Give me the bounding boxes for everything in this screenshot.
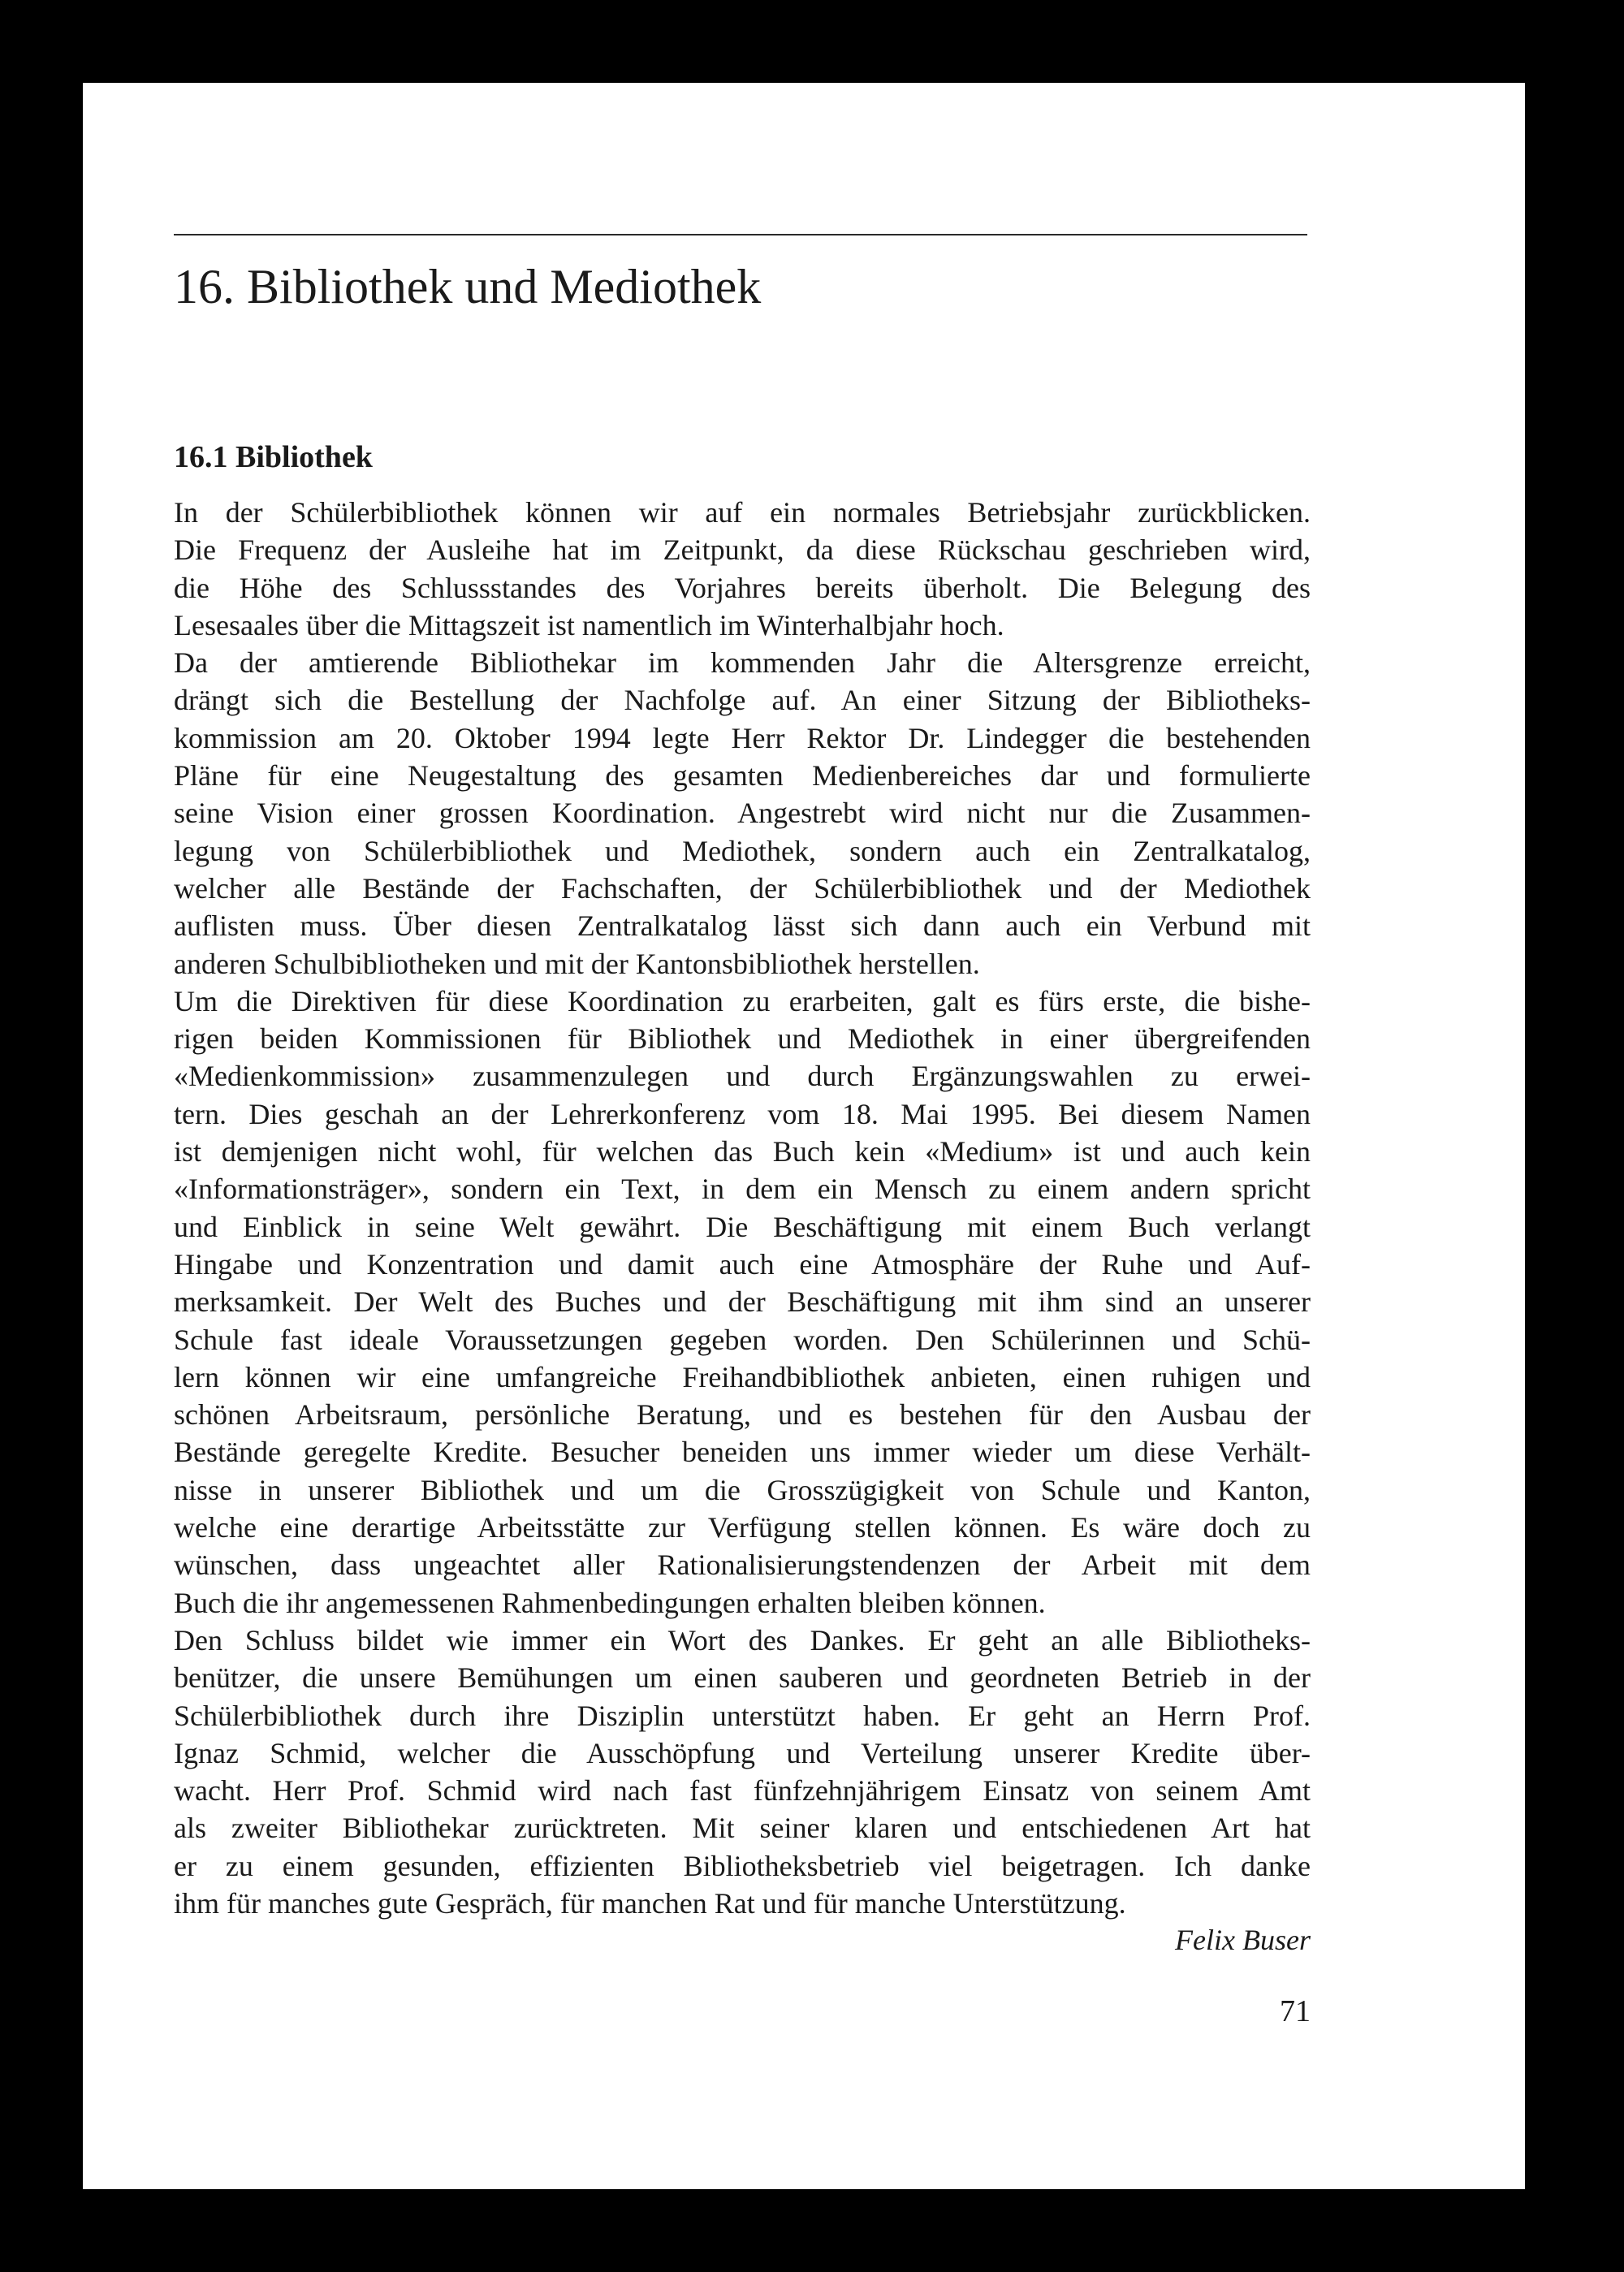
section-title: 16.1 Bibliothek — [174, 440, 373, 474]
text-line: merksamkeit. Der Welt des Buches und der Beschäftigung mit ihm sind an unserer — [174, 1285, 1311, 1319]
text-line: Schule fast ideale Voraussetzungen gegeben worden. Den Schülerinnen und Schü- — [174, 1323, 1311, 1356]
text-line: die Höhe des Schlussstandes des Vorjahres bereits überholt. Die Belegung des — [174, 571, 1311, 604]
text-line: auflisten muss. Über diesen Zentralkatalog lässt sich dann auch ein Verbund mit — [174, 909, 1311, 943]
document-page — [83, 83, 1525, 2189]
text-line: Lesesaales über die Mittagszeit ist namentlich im Winterhalbjahr hoch. — [174, 608, 1004, 641]
text-line: Pläne für eine Neugestaltung des gesamten Medienbereiches dar und formulierte — [174, 759, 1311, 793]
text-line: Um die Direktiven für diese Koordination zu erarbeiten, galt es fürs erste, die bishe- — [174, 984, 1311, 1017]
text-line: «Informationsträger», sondern ein Text, in dem ein Mensch zu einem andern spricht — [174, 1173, 1311, 1206]
chapter-title: 16. Bibliothek und Mediothek — [174, 260, 762, 313]
text-line: Da der amtierende Bibliothekar im kommenden Jahr die Altersgrenze erreicht, — [174, 646, 1311, 680]
text-line: drängt sich die Bestellung der Nachfolge auf. An einer Sitzung der Bibliotheks- — [174, 684, 1311, 717]
text-line: Die Frequenz der Ausleihe hat im Zeitpunkt, da diese Rückschau geschrieben wird, — [174, 533, 1311, 567]
text-line: legung von Schülerbibliothek und Mediothek, sondern auch ein Zentralkatalog, — [174, 834, 1311, 867]
text-line: nisse in unserer Bibliothek und um die Grosszügigkeit von Schule und Kanton, — [174, 1473, 1311, 1506]
text-line: Ignaz Schmid, welcher die Ausschöpfung und Verteilung unserer Kredite über- — [174, 1736, 1311, 1769]
header-rule — [174, 234, 1307, 235]
text-line: lern können wir eine umfangreiche Freihandbibliothek anbieten, einen ruhigen und — [174, 1360, 1311, 1393]
text-line: anderen Schulbibliotheken und mit der Kantonsbibliothek herstellen. — [174, 947, 980, 980]
text-line: Schülerbibliothek durch ihre Disziplin unterstützt haben. Er geht an Herrn Prof. — [174, 1699, 1311, 1732]
text-line: «Medienkommission» zusammenzulegen und durch Ergänzungswahlen zu erwei- — [174, 1060, 1311, 1093]
text-line: schönen Arbeitsraum, persönliche Beratung, und es bestehen für den Ausbau der — [174, 1398, 1311, 1432]
text-line: welcher alle Bestände der Fachschaften, der Schülerbibliothek und der Mediothek — [174, 871, 1311, 905]
text-line: Bestände geregelte Kredite. Besucher beneiden uns immer wieder um diese Verhält- — [174, 1436, 1311, 1469]
text-line: kommission am 20. Oktober 1994 legte Herr Rektor Dr. Lindegger die bestehenden — [174, 721, 1311, 754]
text-line: und Einblick in seine Welt gewährt. Die Beschäftigung mit einem Buch verlangt — [174, 1210, 1311, 1243]
text-line: tern. Dies geschah an der Lehrerkonferenz vom 18. Mai 1995. Bei diesem Namen — [174, 1097, 1311, 1130]
text-line: Hingabe und Konzentration und damit auch eine Atmosphäre der Ruhe und Auf- — [174, 1247, 1311, 1281]
text-line: benützer, die unsere Bemühungen um einen sauberen und geordneten Betrieb in der — [174, 1661, 1311, 1695]
text-line: welche eine derartige Arbeitsstätte zur Verfügung stellen können. Es wäre doch zu — [174, 1511, 1311, 1544]
text-line: wünschen, dass ungeachtet aller Rationalisierungstendenzen der Arbeit mit dem — [174, 1549, 1311, 1582]
author-signature: Felix Buser — [1175, 1924, 1311, 1956]
text-line: Den Schluss bildet wie immer ein Wort des Dankes. Er geht an alle Bibliotheks- — [174, 1623, 1311, 1656]
text-line: er zu einem gesunden, effizienten Bibliotheksbetrieb viel beigetragen. Ich danke — [174, 1849, 1311, 1882]
text-line: ihm für manches gute Gespräch, für manchen Rat und für manche Unterstützung. — [174, 1886, 1126, 1920]
text-line: seine Vision einer grossen Koordination. Angestrebt wird nicht nur die Zusammen- — [174, 797, 1311, 830]
text-line: Buch die ihr angemessenen Rahmenbedingungen erhalten bleiben können. — [174, 1586, 1046, 1619]
text-line: rigen beiden Kommissionen für Bibliothek und Mediothek in einer übergreifenden — [174, 1022, 1311, 1056]
text-line: als zweiter Bibliothekar zurücktreten. Mit seiner klaren und entschiedenen Art hat — [174, 1812, 1311, 1845]
page-number: 71 — [1280, 1994, 1311, 2028]
text-line: In der Schülerbibliothek können wir auf ein normales Betriebsjahr zurückblicken. — [174, 496, 1311, 529]
text-line: ist demjenigen nicht wohl, für welchen das Buch kein «Medium» ist und auch kein — [174, 1135, 1311, 1168]
text-line: wacht. Herr Prof. Schmid wird nach fast fünfzehnjährigem Einsatz von seinem Amt — [174, 1774, 1311, 1808]
body-text — [174, 494, 1311, 1922]
